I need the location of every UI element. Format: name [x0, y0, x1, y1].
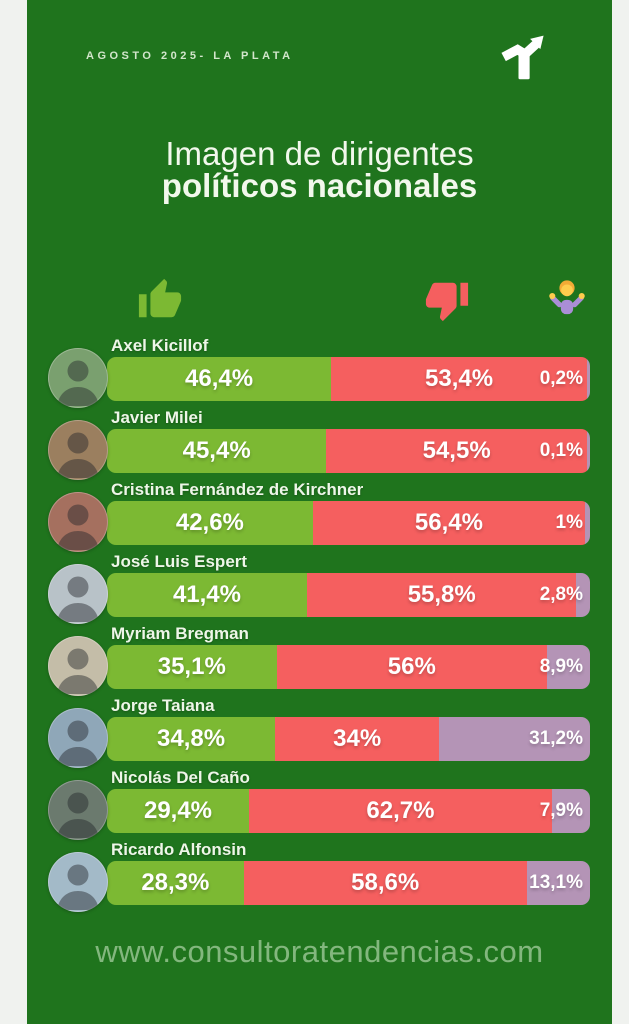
negative-segment: [307, 573, 577, 617]
positive-segment: [107, 573, 307, 617]
positive-value: 28,3%: [141, 869, 210, 896]
neutral-value: 13,1%: [529, 872, 583, 893]
positive-segment: [107, 789, 249, 833]
negative-segment: [249, 789, 552, 833]
politician-name: Nicolás Del Caño: [111, 768, 250, 787]
neutral-value: 0,2%: [539, 368, 583, 389]
politician-name: Javier Milei: [111, 408, 203, 427]
politician-row: [27, 336, 612, 401]
stacked-bar: [107, 717, 590, 761]
person-silhouette-icon: [48, 420, 108, 480]
positive-segment: [107, 717, 275, 761]
stacked-bar: [107, 573, 590, 617]
avatar: [48, 708, 108, 768]
neutral-value: 1%: [555, 512, 583, 533]
politician-name: Cristina Fernández de Kirchner: [111, 480, 364, 499]
positive-value: 41,4%: [172, 581, 241, 608]
politician-row: [27, 480, 612, 545]
politician-row: [27, 408, 612, 473]
positive-segment: [107, 357, 331, 401]
politician-row: [27, 552, 612, 617]
negative-segment: [313, 501, 585, 545]
person-silhouette-icon: [48, 852, 108, 912]
negative-value: 58,6%: [351, 869, 420, 896]
person-silhouette-icon: [48, 348, 108, 408]
politician-name: José Luis Espert: [111, 552, 248, 571]
negative-value: 62,7%: [366, 797, 435, 824]
person-silhouette-icon: [48, 780, 108, 840]
negative-segment: [277, 645, 547, 689]
person-silhouette-icon: [48, 564, 108, 624]
politician-name: Jorge Taiana: [111, 696, 215, 715]
neutral-value: 8,9%: [539, 656, 583, 677]
avatar: [48, 852, 108, 912]
politician-name: Ricardo Alfonsin: [111, 840, 247, 859]
thumbs-up-icon: [137, 277, 183, 323]
legend-row: [27, 277, 612, 329]
negative-segment: [275, 717, 439, 761]
politician-row: [27, 696, 612, 761]
neutral-segment: [585, 501, 590, 545]
negative-segment: [244, 861, 527, 905]
avatar: [48, 780, 108, 840]
politician-row: [27, 768, 612, 833]
avatar: [48, 348, 108, 408]
positive-segment: [107, 861, 244, 905]
positive-value: 45,4%: [182, 437, 251, 464]
positive-segment: [107, 429, 326, 473]
neutral-value: 7,9%: [539, 800, 583, 821]
politician-rows: [27, 336, 612, 912]
stacked-bar: [107, 645, 590, 689]
neutral-segment: [587, 357, 590, 401]
politician-name: Myriam Bregman: [111, 624, 249, 643]
neutral-value: 2,8%: [539, 584, 583, 605]
tendencias-logo-icon: [499, 30, 551, 84]
title-line-2: políticos nacionales: [161, 167, 478, 204]
positive-value: 34,8%: [157, 725, 226, 752]
positive-segment: [107, 645, 277, 689]
positive-value: 35,1%: [157, 653, 226, 680]
avatar: [48, 420, 108, 480]
positive-segment: [107, 501, 313, 545]
avatar: [48, 636, 108, 696]
neutral-segment: [587, 429, 590, 473]
neutral-value: 0,1%: [539, 440, 583, 461]
positive-value: 42,6%: [175, 509, 244, 536]
avatar: [48, 492, 108, 552]
stacked-bar: [107, 789, 590, 833]
positive-value: 29,4%: [143, 797, 213, 824]
politician-row: [27, 624, 612, 689]
negative-value: 55,8%: [407, 581, 476, 608]
person-silhouette-icon: [48, 636, 108, 696]
person-silhouette-icon: [48, 708, 108, 768]
negative-value: 56%: [387, 653, 436, 680]
person-silhouette-icon: [48, 492, 108, 552]
person-shrugging-icon: [548, 277, 586, 317]
date-location-label: AGOSTO 2025- LA PLATA: [86, 50, 294, 62]
politician-name: Axel Kicillof: [111, 336, 209, 355]
title-line-1: Imagen de dirigentes: [165, 135, 474, 172]
negative-value: 56,4%: [414, 509, 483, 536]
stacked-bar: [107, 501, 590, 545]
negative-value: 53,4%: [425, 365, 494, 392]
neutral-value: 31,2%: [529, 728, 583, 749]
page-title: [27, 135, 612, 204]
avatar: [48, 564, 108, 624]
negative-value: 34%: [333, 725, 382, 752]
infographic-card: [27, 0, 612, 1024]
politician-row: [27, 840, 612, 905]
stacked-bar: [107, 429, 590, 473]
stacked-bar: [107, 861, 590, 905]
stacked-bar: [107, 357, 590, 401]
positive-value: 46,4%: [185, 365, 254, 392]
negative-value: 54,5%: [422, 437, 491, 464]
thumbs-down-icon: [424, 277, 470, 323]
website-url: www.consultoratendencias.com: [95, 934, 544, 969]
